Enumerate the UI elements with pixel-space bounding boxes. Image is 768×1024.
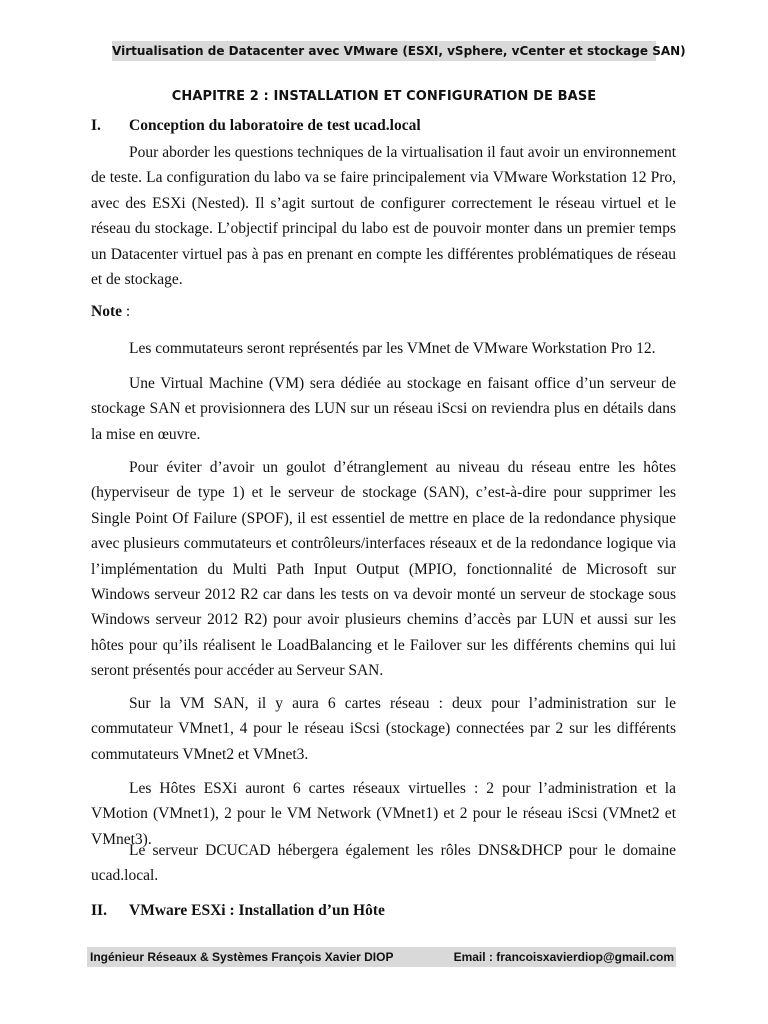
section-heading-1: [91, 117, 421, 135]
footer-author: Ingénieur Réseaux & Systèmes François Xavier DIOP: [90, 950, 394, 964]
page-header: Virtualisation de Datacenter avec VMware (ESXI, vSphere, vCenter et stockage SAN): [112, 41, 656, 61]
section-number: II.: [91, 902, 107, 919]
paragraph-dcucad: Le serveur DCUCAD hébergera également les rôles DNS&DHCP pour le domaine ucad.local.: [91, 842, 676, 885]
paragraph-vm-storage: Une Virtual Machine (VM) sera dédiée au stockage en faisant office d’un serveur de stockage SAN et provisionnera des LUN sur un réseau iScsi on reviendra plus en détails dans la mise en œuvre.: [91, 375, 676, 443]
footer-email: Email : francoisxavierdiop@gmail.com: [453, 950, 674, 964]
section-title: Conception du laboratoire de test ucad.local: [129, 117, 421, 134]
chapter-title: CHAPITRE 2 : INSTALLATION ET CONFIGURATION DE BASE: [171, 89, 597, 104]
section-number: I.: [91, 117, 101, 134]
paragraph-switches: Les commutateurs seront représentés par les VMnet de VMware Workstation Pro 12.: [129, 340, 656, 357]
paragraph-esxi-hosts: Les Hôtes ESXi auront 6 cartes réseaux virtuelles : 2 pour l’administration et la VMotion (VMnet1), 2 pour le VM Network (VMnet1) et 2 pour le réseau iScsi (VMnet2 et VMnet3).: [91, 780, 676, 848]
paragraph-intro: Pour aborder les questions techniques de la virtualisation il faut avoir un environnement de teste. La configuration du labo va se faire principalement via VMware Workstation 12 Pro, avec des ESXi (Nested). Il s’agit surtout de configurer correctement le réseau virtuel et le réseau du stockage. L’objectif principal du labo est de pouvoir monter dans un premier temps un Datacenter virtuel pas à pas en prenant en compte les différentes problématiques de réseau et de stockage.: [91, 144, 676, 289]
note-label: Note: [91, 303, 122, 320]
note-label-line: [91, 303, 130, 321]
note-suffix: :: [122, 303, 131, 320]
section-heading-2: [91, 902, 385, 920]
paragraph-spof: Pour éviter d’avoir un goulot d’étranglement au niveau du réseau entre les hôtes (hyperviseur de type 1) et le serveur de stockage (SAN), c’est-à-dire pour supprimer les Single Point Of Failure (SPOF), il est essentiel de mettre en place de la redondance physique avec plusieurs commutateurs et contrôleurs/interfaces réseaux et de la redondance logique via l’implémentation du Multi Path Input Output (MPIO, fonctionnalité de Microsoft sur Windows serveur 2012 R2 car dans les tests on va devoir monté un serveur de stockage sous Windows serveur 2012 R2) pour avoir plusieurs chemins d’accès par LUN et aussi sur les hôtes pour qu’ils réalisent le LoadBalancing et le Failover sur les différents chemins qui lui seront présentés pour accéder au Serveur SAN.: [91, 459, 676, 680]
page-footer: [87, 947, 676, 967]
paragraph-vm-san: Sur la VM SAN, il y aura 6 cartes réseau : deux pour l’administration sur le commutateur VMnet1, 4 pour le réseau iScsi (stockage) connectées par 2 sur les différents commutateurs VMnet2 et VMnet3.: [91, 695, 676, 763]
section-title: VMware ESXi : Installation d’un Hôte: [129, 902, 385, 919]
